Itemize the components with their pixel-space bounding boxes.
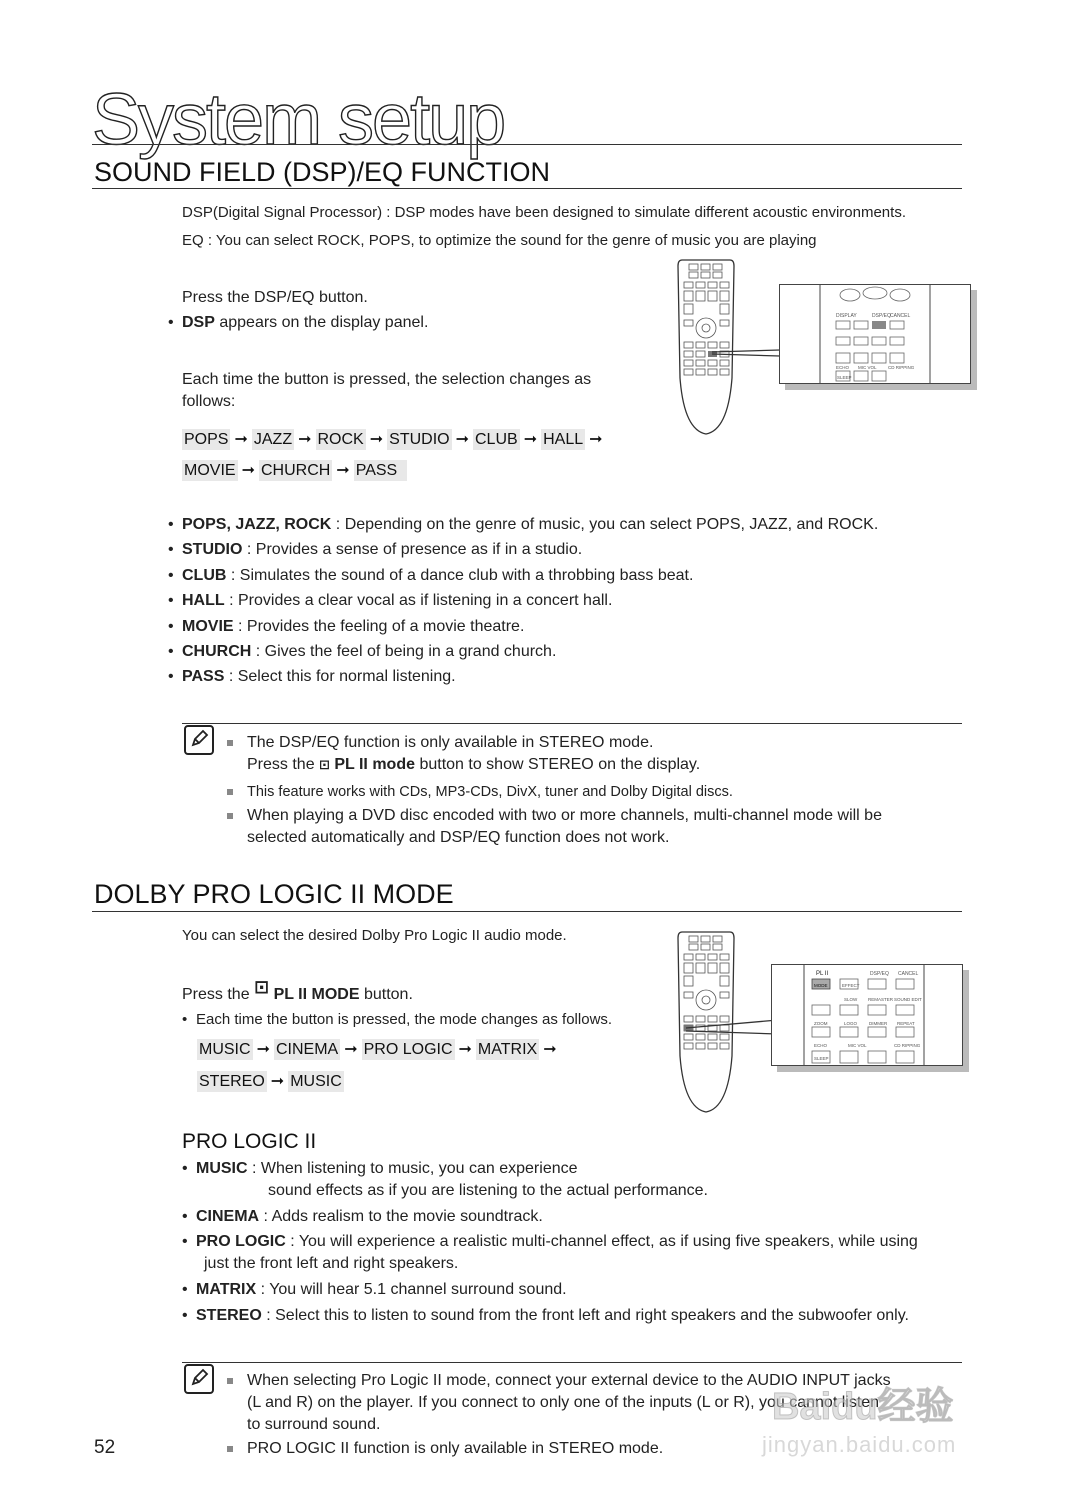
mode-name: CLUB bbox=[182, 567, 227, 584]
section-rule-plii bbox=[92, 911, 962, 912]
mode-name: PASS bbox=[182, 668, 225, 685]
mode-desc: : You will experience a realistic multi-channel effect, as if using five speakers, while using bbox=[285, 1233, 918, 1250]
mode-name: CINEMA bbox=[196, 1208, 260, 1225]
arrow-icon: ➞ bbox=[270, 1073, 285, 1090]
arrow-icon: ➞ bbox=[256, 1041, 270, 1058]
arrow-icon: ➞ bbox=[589, 431, 603, 448]
dsp-display-note bbox=[168, 312, 428, 334]
bullet: • bbox=[182, 1233, 188, 1250]
bullet: • bbox=[168, 643, 174, 660]
dsp-note-3-line2: selected automatically and DSP/EQ function does not work. bbox=[247, 829, 670, 846]
mode-name: MOVIE bbox=[182, 618, 234, 635]
plii-mode-pro-logic bbox=[182, 1231, 967, 1275]
seq-chip: PRO LOGIC bbox=[363, 1041, 453, 1058]
remote-zoom-plii-art bbox=[772, 965, 962, 1065]
dsp-note-3-line1: When playing a DVD disc encoded with two or more channels, multi-channel mode will be bbox=[247, 807, 882, 824]
dsp-note-1-line2 bbox=[247, 754, 962, 777]
callout-line-dsp bbox=[712, 340, 782, 360]
bullet: • bbox=[168, 314, 174, 331]
dolby-icon: ⊡ bbox=[254, 977, 270, 998]
plii-sequence-line-2 bbox=[197, 1070, 344, 1094]
page-number: 52 bbox=[94, 1437, 116, 1458]
note-text: button. bbox=[359, 986, 413, 1003]
zoom-label-pl2: PL II bbox=[816, 971, 829, 977]
bullet: • bbox=[182, 1307, 188, 1324]
mode-name: HALL bbox=[182, 592, 225, 609]
note-square-bullet bbox=[227, 813, 233, 819]
zoom-label-sleep: SLEEP bbox=[837, 375, 852, 380]
arrow-icon: ➞ bbox=[369, 431, 384, 448]
plii-mode-cinema bbox=[182, 1206, 543, 1228]
dolby-icon: ⊡ bbox=[319, 758, 330, 773]
section-title-dsp: SOUND FIELD (DSP)/EQ FUNCTION bbox=[94, 157, 551, 187]
zoom-label-mic-vol: MIC VOL bbox=[858, 365, 877, 370]
mode-name: STEREO bbox=[196, 1307, 262, 1324]
bullet: • bbox=[168, 618, 174, 635]
note-text: PRO LOGIC II function is only available in STEREO mode. bbox=[247, 1440, 664, 1457]
arrow-icon: ➞ bbox=[344, 1041, 358, 1058]
bullet: • bbox=[182, 1281, 188, 1298]
seq-chip: MATRIX bbox=[477, 1041, 538, 1058]
seq-chip: JAZZ bbox=[253, 431, 293, 448]
seq-chip: STEREO bbox=[199, 1073, 265, 1090]
remote-zoom-dsp-art bbox=[780, 285, 970, 383]
bullet: • bbox=[182, 1011, 188, 1028]
arrow-icon: ➞ bbox=[523, 431, 538, 448]
dsp-intro-1: DSP(Digital Signal Processor) : DSP modes have been designed to simulate different acoustic environments. bbox=[182, 204, 906, 221]
watermark-logo: Baidu经验 bbox=[772, 1386, 954, 1428]
dsp-sequence-line-1 bbox=[182, 428, 607, 452]
zoom-label-repeat: REPEAT bbox=[897, 1021, 915, 1026]
bullet: • bbox=[168, 541, 174, 558]
dsp-press-instruction: Press the DSP/EQ button. bbox=[182, 289, 368, 306]
plii-each-time bbox=[182, 1009, 612, 1031]
mode-desc: : Simulates the sound of a dance club with a throbbing bass beat. bbox=[226, 567, 694, 584]
pl2-mode-button-label: PL II MODE bbox=[269, 986, 360, 1003]
dsp-each-time: Each time the button is pressed, the selection changes as follows: bbox=[182, 371, 592, 410]
seq-chip: ROCK bbox=[317, 431, 364, 448]
bullet: • bbox=[168, 516, 174, 533]
note-rule-plii bbox=[182, 1362, 962, 1363]
dsp-note-1 bbox=[247, 732, 962, 777]
zoom-label-zoom: ZOOM bbox=[814, 1021, 828, 1026]
mode-desc: : Gives the feel of being in a grand church. bbox=[251, 643, 557, 660]
zoom-label-slow: SLOW bbox=[844, 997, 858, 1002]
mode-name: CHURCH bbox=[182, 643, 252, 660]
dsp-mode-item bbox=[168, 514, 878, 536]
zoom-label-sound-edit: SOUND EDIT bbox=[894, 997, 922, 1002]
mode-desc: : Provides a sense of presence as if in a studio. bbox=[242, 541, 583, 558]
heading-rule bbox=[92, 144, 962, 145]
zoom-label-display: DISPLAY bbox=[836, 313, 857, 319]
zoom-label-logo: LOGO bbox=[844, 1021, 858, 1026]
note-square-bullet bbox=[227, 1446, 233, 1452]
mode-desc: : Adds realism to the movie soundtrack. bbox=[259, 1208, 543, 1225]
note-square-bullet bbox=[227, 1378, 233, 1384]
mode-desc: : Provides a clear vocal as if listening in a concert hall. bbox=[224, 592, 613, 609]
zoom-label-mode: MODE bbox=[814, 983, 828, 988]
mode-desc: : When listening to music, you can experience bbox=[247, 1160, 578, 1177]
arrow-icon: ➞ bbox=[458, 1041, 472, 1058]
mode-desc: : Depending on the genre of music, you can select POPS, JAZZ, and ROCK. bbox=[331, 516, 879, 533]
note-square-bullet bbox=[227, 789, 233, 795]
note-pencil-icon bbox=[184, 1364, 214, 1394]
mode-name: MUSIC bbox=[196, 1160, 248, 1177]
note-text: button to show STEREO on the display. bbox=[415, 756, 701, 773]
plii-note-1-line1: When selecting Pro Logic II mode, connect your external device to the AUDIO INPUT jacks bbox=[247, 1372, 891, 1389]
dsp-note-1-line1: The DSP/EQ function is only available in STEREO mode. bbox=[247, 734, 654, 751]
bullet: • bbox=[168, 668, 174, 685]
plii-mode-matrix bbox=[182, 1279, 567, 1301]
dsp-mode-item bbox=[168, 565, 693, 587]
mode-name: PRO LOGIC bbox=[196, 1233, 286, 1250]
section-rule-dsp bbox=[92, 188, 962, 189]
remote-zoom-dsp bbox=[779, 284, 971, 384]
dsp-intro-2: EQ : You can select ROCK, POPS, to optimize the sound for the genre of music you are playing bbox=[182, 232, 817, 249]
mode-name: POPS, JAZZ, ROCK bbox=[182, 516, 332, 533]
seq-chip: MUSIC bbox=[199, 1041, 251, 1058]
seq-chip: PASS bbox=[354, 460, 408, 481]
dsp-note-3 bbox=[247, 805, 967, 849]
note-rule-dsp bbox=[182, 723, 962, 724]
mode-desc-cont: just the front left and right speakers. bbox=[204, 1255, 459, 1272]
note-text: Press the bbox=[182, 986, 255, 1003]
note-text: Each time the button is pressed, the mode changes as follows. bbox=[196, 1011, 613, 1028]
arrow-icon: ➞ bbox=[298, 431, 312, 448]
bullet: • bbox=[182, 1160, 188, 1177]
zoom-label-dsp-eq: DSP/EQ bbox=[872, 313, 891, 319]
plii-subtitle: PRO LOGIC II bbox=[182, 1130, 317, 1153]
plii-mode-music bbox=[182, 1158, 708, 1202]
note-text: Press the bbox=[247, 756, 320, 773]
zoom-label-cd-ripping: CD RIPPING bbox=[894, 1043, 921, 1048]
seq-chip: STUDIO bbox=[389, 431, 450, 448]
zoom-label-remaster: REMASTER bbox=[868, 997, 894, 1002]
zoom-label-echo: ECHO bbox=[836, 365, 850, 370]
mode-desc: : Provides the feeling of a movie theatre. bbox=[233, 618, 525, 635]
dsp-display-bold: DSP bbox=[182, 314, 215, 331]
note-pencil-icon bbox=[184, 725, 214, 755]
zoom-label-dsp-eq: DSP/EQ bbox=[870, 971, 889, 977]
mode-name: STUDIO bbox=[182, 541, 243, 558]
mode-desc: : You will hear 5.1 channel surround sound. bbox=[256, 1281, 567, 1298]
dsp-display-rest: appears on the display panel. bbox=[214, 314, 429, 331]
plii-note-1-line3: to surround sound. bbox=[247, 1416, 381, 1433]
seq-chip: HALL bbox=[543, 431, 584, 448]
note-square-bullet bbox=[227, 740, 233, 746]
seq-chip: CLUB bbox=[475, 431, 518, 448]
arrow-icon: ➞ bbox=[234, 431, 248, 448]
arrow-icon: ➞ bbox=[543, 1041, 557, 1058]
zoom-label-cancel: CANCEL bbox=[890, 313, 911, 319]
dsp-note-2 bbox=[247, 781, 962, 803]
arrow-icon: ➞ bbox=[455, 431, 469, 448]
plii-mode-stereo bbox=[182, 1305, 972, 1327]
seq-chip: CHURCH bbox=[260, 462, 331, 479]
section-title-plii: DOLBY PRO LOGIC II MODE bbox=[94, 879, 454, 909]
zoom-label-mic-vol: MIC VOL bbox=[848, 1043, 867, 1048]
dsp-mode-item bbox=[168, 641, 556, 663]
dsp-mode-item bbox=[168, 590, 612, 612]
remote-zoom-plii bbox=[771, 964, 963, 1066]
mode-desc: : Select this for normal listening. bbox=[224, 668, 456, 685]
arrow-icon: ➞ bbox=[241, 462, 255, 479]
zoom-label-effect: EFFECT bbox=[842, 983, 860, 988]
seq-chip: POPS bbox=[184, 431, 229, 448]
zoom-label-dimmer: DIMMER bbox=[869, 1021, 888, 1026]
plii-note-1-line2: (L and R) on the player. If you connect to only one of the inputs (L or R), you cannot listen bbox=[247, 1394, 880, 1411]
arrow-icon: ➞ bbox=[336, 462, 350, 479]
zoom-label-cd-ripping: CD RIPPING bbox=[888, 365, 915, 370]
watermark-url: jingyan.baidu.com bbox=[762, 1432, 957, 1457]
dsp-mode-item bbox=[168, 539, 582, 561]
plii-sequence-line-1 bbox=[197, 1038, 561, 1062]
mode-desc-cont: sound effects as if you are listening to the actual performance. bbox=[268, 1182, 708, 1199]
plii-press-instruction bbox=[182, 977, 413, 1006]
seq-chip: MOVIE bbox=[184, 462, 236, 479]
bullet: • bbox=[168, 592, 174, 609]
dsp-mode-item bbox=[168, 666, 456, 688]
zoom-label-cancel: CANCEL bbox=[898, 971, 919, 977]
mode-name: MATRIX bbox=[196, 1281, 257, 1298]
zoom-label-echo: ECHO bbox=[814, 1043, 828, 1048]
bullet: • bbox=[168, 567, 174, 584]
mode-desc: : Select this to listen to sound from the front left and right speakers and the subwoofer only. bbox=[261, 1307, 909, 1324]
bullet: • bbox=[182, 1208, 188, 1225]
zoom-label-sleep: SLEEP bbox=[814, 1056, 829, 1061]
callout-line-plii bbox=[684, 1016, 780, 1040]
dsp-mode-item bbox=[168, 616, 524, 638]
seq-chip: CINEMA bbox=[275, 1041, 339, 1058]
pl2-mode-label: PL II mode bbox=[329, 756, 415, 773]
seq-chip: MUSIC bbox=[290, 1073, 342, 1090]
page-heading: System setup bbox=[92, 80, 505, 160]
dsp-sequence-line-2 bbox=[182, 459, 407, 483]
plii-intro: You can select the desired Dolby Pro Logic II audio mode. bbox=[182, 927, 567, 944]
note-text: This feature works with CDs, MP3-CDs, DivX, tuner and Dolby Digital discs. bbox=[247, 784, 733, 800]
